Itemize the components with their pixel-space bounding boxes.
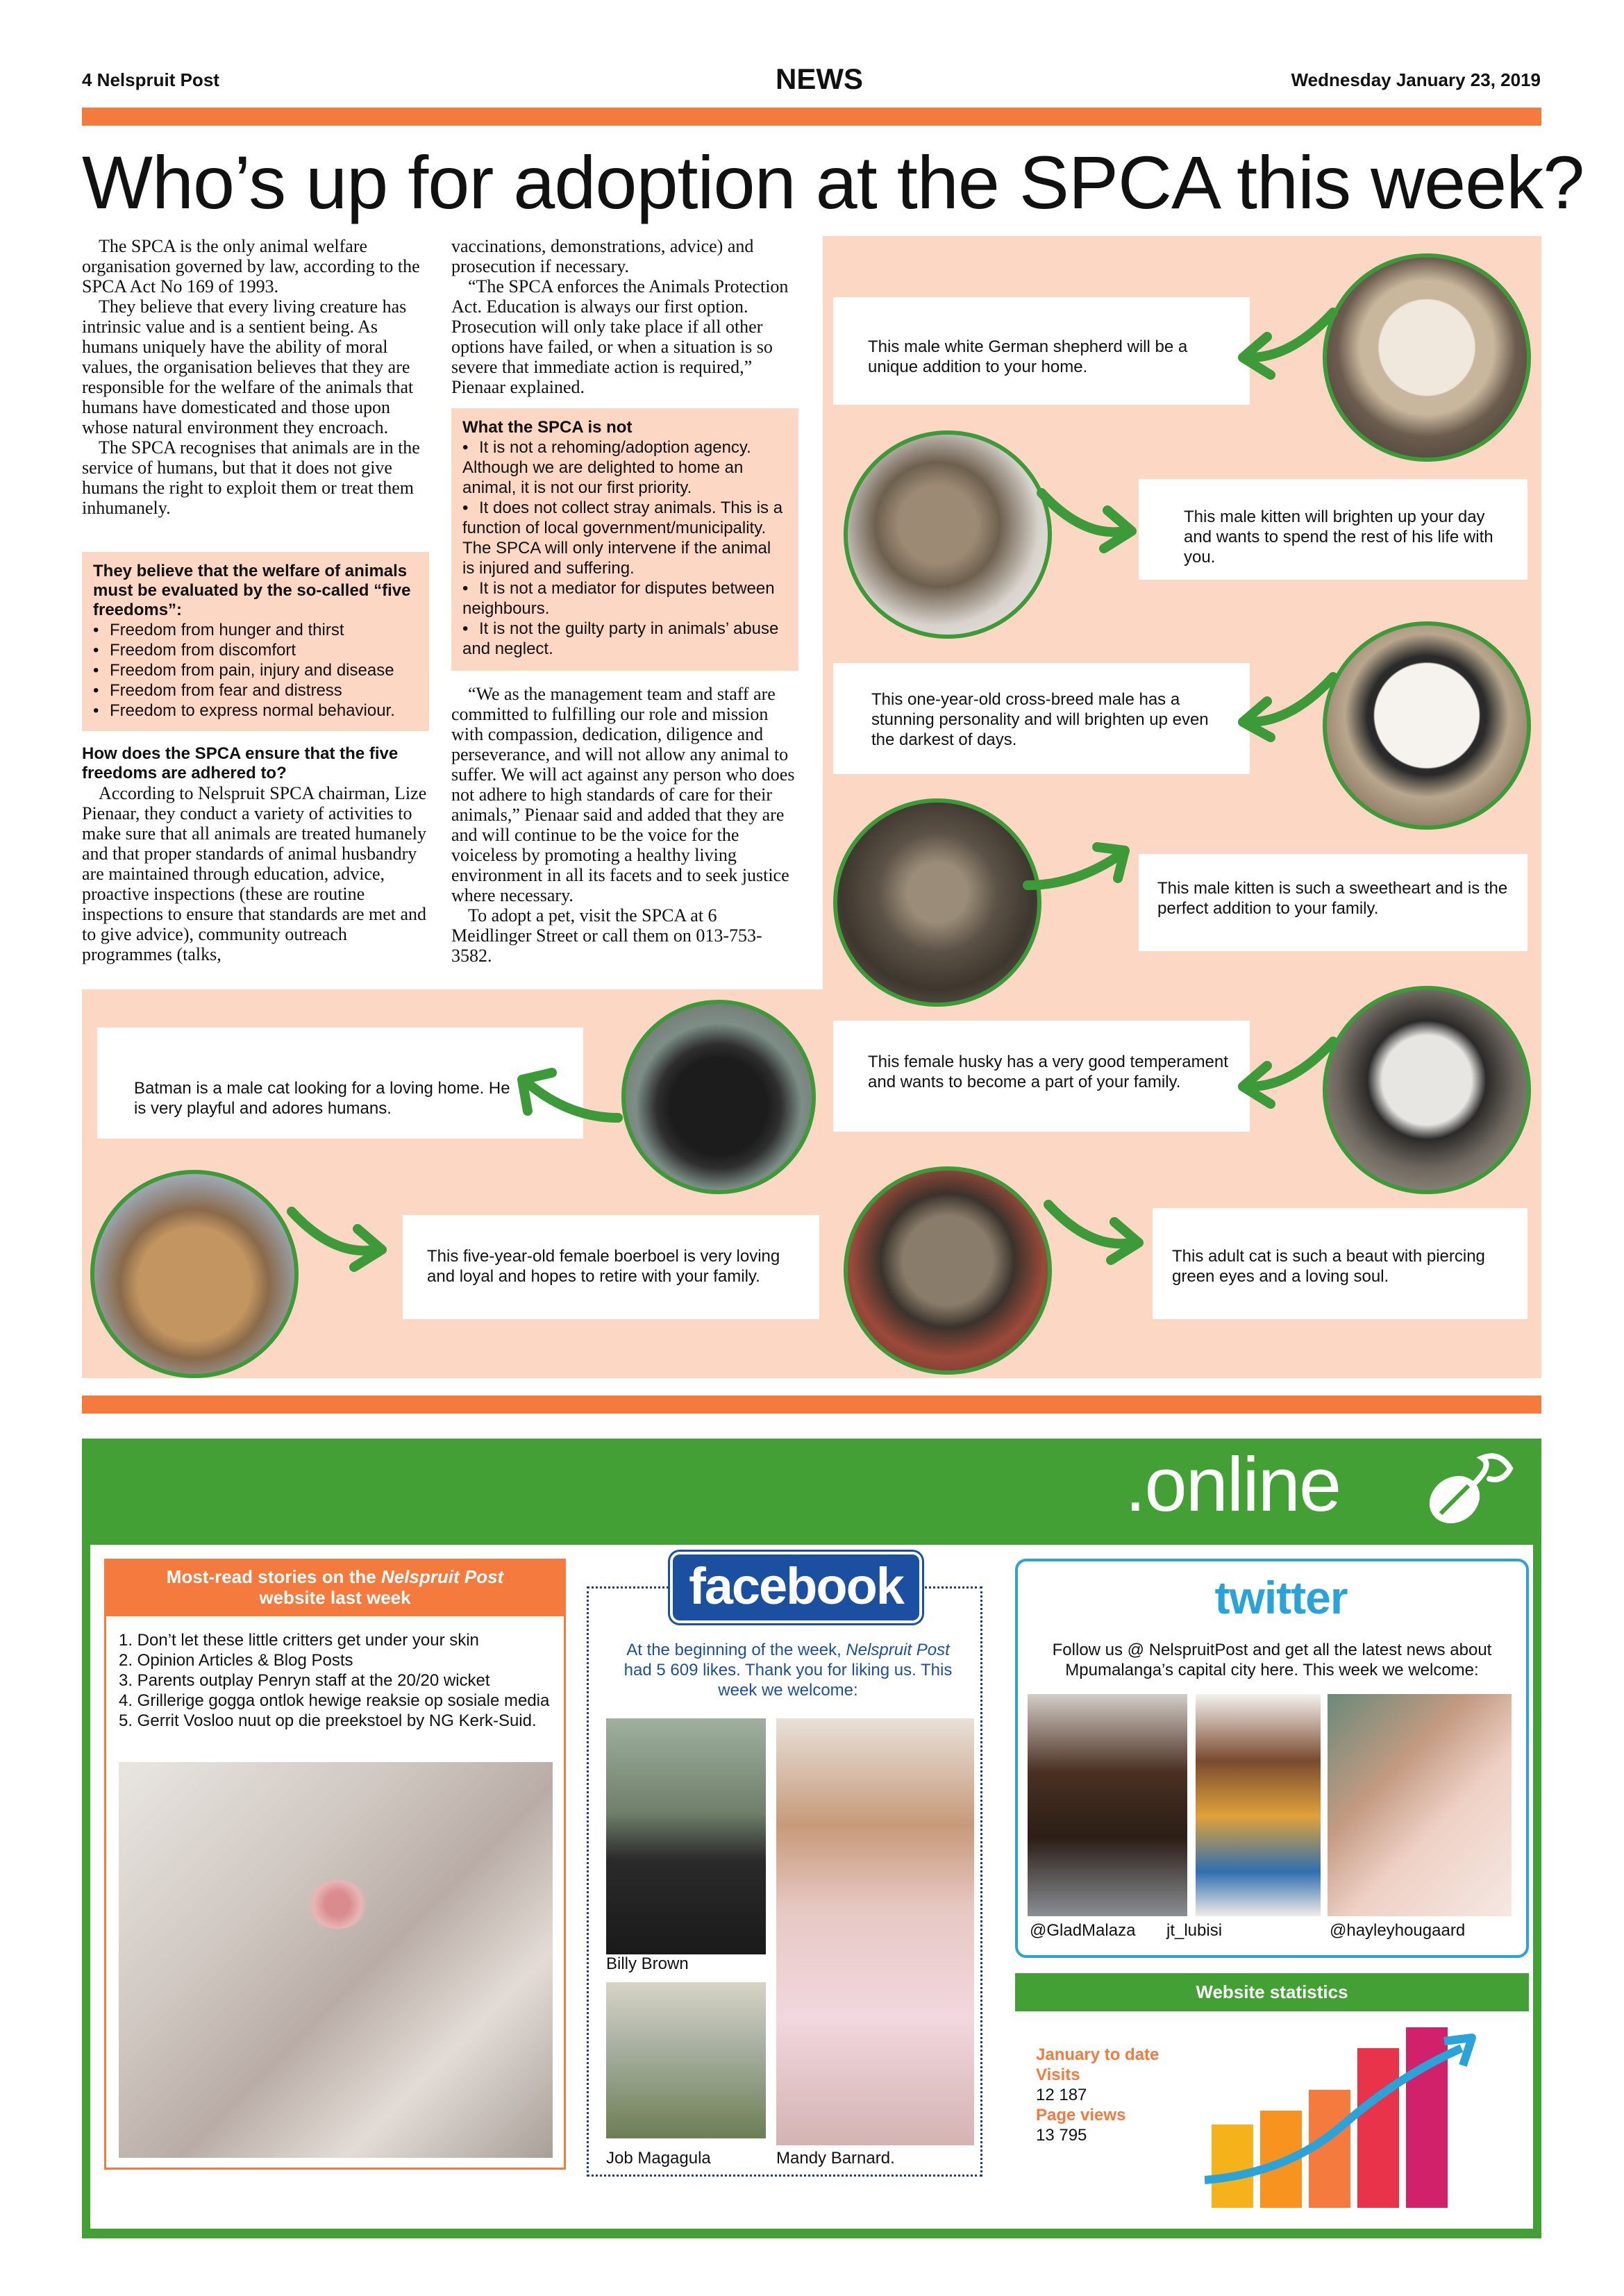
stats-period: January to date: [1036, 2045, 1160, 2064]
article-paragraph: According to Nelspruit SPCA chairman, Lize Pienaar, they conduct a variety of activities to make sure that all animals are treated humanely and that proper standards of animal husbandry are maintained through education, advice, proactive inspections (these are routine inspections to ensure that standards are met and to give advice), community outreach programmes (talks,: [82, 783, 427, 964]
most-read-header: [106, 1561, 564, 1616]
mouse-icon: [1416, 1451, 1521, 1534]
most-read-title: website last week: [259, 1587, 411, 1608]
caption-adult-cat: This adult cat is such a beaut with piercing green eyes and a loving soul.: [1172, 1247, 1485, 1286]
article-paragraph: The SPCA is the only animal welfare organisation governed by law, according to the SPCA Act No 169 of 1993.: [82, 236, 420, 296]
top-divider: [82, 108, 1541, 126]
photo-kitten-2: [833, 798, 1041, 1007]
twitter-logo: twitter: [1214, 1572, 1348, 1623]
arrow-left-icon: [1229, 1028, 1340, 1111]
photo-gladmalaza: [1028, 1694, 1187, 1916]
stats-bar-chart-icon: [1205, 2006, 1510, 2215]
arrow-left-icon: [1229, 299, 1340, 382]
tw-handle[interactable]: @hayleyhougaard: [1330, 1921, 1466, 1940]
online-title: .online: [1125, 1442, 1341, 1527]
caption-kitten-1: This male kitten will brighten up your day and wants to spend the rest of his life with you.: [1184, 508, 1493, 567]
article-column-2: [451, 236, 798, 397]
facebook-logo: facebook: [670, 1552, 922, 1623]
tw-handle[interactable]: @GladMalaza: [1030, 1921, 1136, 1940]
website-statistics-header: Website statistics: [1015, 1973, 1529, 2011]
most-read-box: [104, 1559, 566, 2170]
arrow-right-icon: [1041, 1191, 1160, 1267]
photo-hayleyhougaard: [1328, 1694, 1512, 1916]
article-column-1b: [82, 744, 429, 964]
spca-is-not-list: [462, 437, 787, 659]
caption-kitten-2: This male kitten is such a sweetheart and is the perfect addition to your family.: [1157, 879, 1508, 918]
caption-shepherd: This male white German shepherd will be a unique addition to your home.: [868, 337, 1188, 376]
article-paragraph: vaccinations, demonstrations, advice) and prosecution if necessary.: [451, 236, 754, 276]
arrow-left-icon: [1229, 667, 1340, 743]
caption-batman: Batman is a male cat looking for a loving home. He is very playful and adores humans.: [134, 1079, 510, 1118]
caption-crossbreed: This one-year-old cross-breed male has a stunning personality and will brighten up even the darkest of days.: [871, 690, 1209, 749]
most-read-list: [106, 1616, 564, 1731]
photo-crossbreed-dog: [1323, 621, 1531, 830]
page-number: 4 Nelspruit Post: [82, 69, 219, 90]
article-paragraph: They believe that every living creature has intrinsic value and is a sentient being. As humans uniquely have the ability of moral values, the organisation believes that they are responsible for the welfare of the animals that humans have domesticated and those upon whose natural environment they encroach.: [82, 296, 414, 437]
arrow-right-icon: [285, 1198, 403, 1274]
photo-mandy-barnard: [776, 1718, 974, 2145]
arrow-right-icon: [1021, 833, 1146, 910]
photo-white-shepherd: [1323, 253, 1531, 462]
critter-photo: [119, 1762, 553, 2158]
arrow-left-icon: [507, 1055, 625, 1132]
list-item: • Freedom from pain, injury and disease: [93, 660, 418, 680]
list-item: • Freedom from fear and distress: [93, 680, 418, 701]
list-item: • It does not collect stray animals. This is a function of local government/municipality. The SPCA will only intervene if the animal is injured and suffering.: [462, 498, 787, 578]
issue-date: Wednesday January 23, 2019: [1291, 69, 1541, 90]
spca-is-not-title: What the SPCA is not: [462, 418, 633, 437]
photo-adult-cat: [844, 1166, 1052, 1375]
photo-billy-brown: [606, 1718, 766, 1954]
article-paragraph: “We as the management team and staff are committed to fulfilling our role and mission with compassion, dedication, diligence and perseverance, and will not allow any animal to suffer. We will act against any person who does not adhere to high standards of care for their animals,” Pienaar said and added that they are and will continue to be the voice for the voiceless by promoting a healthy living environment in all its facets and to seek justice where necessary.: [451, 684, 795, 905]
five-freedoms-title: They believe that the welfare of animals must be evaluated by the so-called “five freedoms”:: [93, 562, 411, 619]
list-item: • Freedom from discomfort: [93, 640, 418, 660]
stats-visits-label: Visits: [1036, 2065, 1080, 2084]
article-paragraph: To adopt a pet, visit the SPCA at 6 Meidlinger Street or call them on 013-753-3582.: [451, 905, 762, 966]
article-subhead: How does the SPCA ensure that the five freedoms are adhered to?: [82, 744, 399, 782]
caption-boerboel: This five-year-old female boerboel is very loving and loyal and hopes to retire with your family.: [427, 1247, 780, 1286]
caption-husky: This female husky has a very good temperament and wants to become a part of your family.: [868, 1053, 1228, 1091]
list-item: • Freedom from hunger and thirst: [93, 620, 418, 640]
stats-visits-value: 12 187: [1036, 2086, 1087, 2104]
photo-kitten-1: [844, 430, 1052, 639]
photo-boerboel: [90, 1170, 299, 1378]
facebook-text-part: At the beginning of the week,: [626, 1641, 842, 1659]
list-item: • It is not the guilty party in animals’ abuse and neglect.: [462, 619, 787, 659]
stats-pageviews-label: Page views: [1036, 2106, 1126, 2125]
story-link[interactable]: 1. Don’t let these little critters get under your skin: [119, 1631, 479, 1650]
arrow-right-icon: [1035, 479, 1153, 555]
photo-job-magagula: [606, 1982, 766, 2138]
article-column-1: [82, 236, 429, 518]
story-link[interactable]: 2. Opinion Articles & Blog Posts: [119, 1651, 353, 1670]
story-link[interactable]: 4. Grillerige gogga ontlok hewige reaksie op sosiale media: [119, 1691, 550, 1710]
section-label: NEWS: [776, 62, 863, 95]
article-column-2b: [451, 684, 798, 966]
facebook-text-em: Nelspruit Post: [846, 1641, 950, 1659]
most-read-title: Most-read stories on the: [166, 1566, 376, 1587]
photo-husky: [1323, 986, 1531, 1194]
article-paragraph: “The SPCA enforces the Animals Protection Act. Education is always our first option. Prosecution will only take place if all other options have failed, or when a situation is so severe that immediate action is required,” Pienaar explained.: [451, 276, 789, 397]
headline: Who’s up for adoption at the SPCA this week?: [82, 140, 1584, 224]
facebook-text-part: had 5 609 likes. Thank you for liking us. This week we welcome:: [623, 1661, 953, 1700]
critter-bite-mark: [306, 1880, 369, 1929]
stats-pageviews-value: 13 795: [1036, 2126, 1087, 2145]
story-link[interactable]: 3. Parents outplay Penryn staff at the 20/20 wicket: [119, 1671, 490, 1690]
facebook-text: [614, 1640, 962, 1700]
five-freedoms-box: [82, 552, 429, 731]
list-item: • Freedom to express normal behaviour.: [93, 701, 418, 721]
most-read-title-em: Nelspruit Post: [380, 1566, 504, 1587]
spca-is-not-box: [451, 408, 798, 671]
photo-jt-lubisi: [1196, 1694, 1321, 1916]
tw-handle[interactable]: jt_lubisi: [1166, 1921, 1223, 1940]
fb-person-name: Mandy Barnard.: [776, 2149, 895, 2168]
website-statistics: [1036, 2045, 1159, 2145]
photo-batman-cat: [621, 1000, 816, 1194]
fb-person-name: Job Magagula: [606, 2149, 711, 2168]
twitter-text: Follow us @ NelspruitPost and get all the latest news about Mpumalanga’s capital city here. This week we welcome:: [1052, 1641, 1492, 1679]
article-paragraph: The SPCA recognises that animals are in the service of humans, but that it does not give humans the right to exploit them or treat them inhumanely.: [82, 437, 420, 518]
five-freedoms-list: [93, 620, 418, 721]
section-divider: [82, 1396, 1541, 1414]
list-item: • It is not a mediator for disputes between neighbours.: [462, 578, 787, 619]
list-item: • It is not a rehoming/adoption agency. Although we are delighted to home an animal, it is not our first priority.: [462, 437, 787, 498]
story-link[interactable]: 5. Gerrit Vosloo nuut op die preekstoel by NG Kerk-Suid.: [119, 1711, 537, 1730]
fb-person-name: Billy Brown: [606, 1954, 689, 1973]
